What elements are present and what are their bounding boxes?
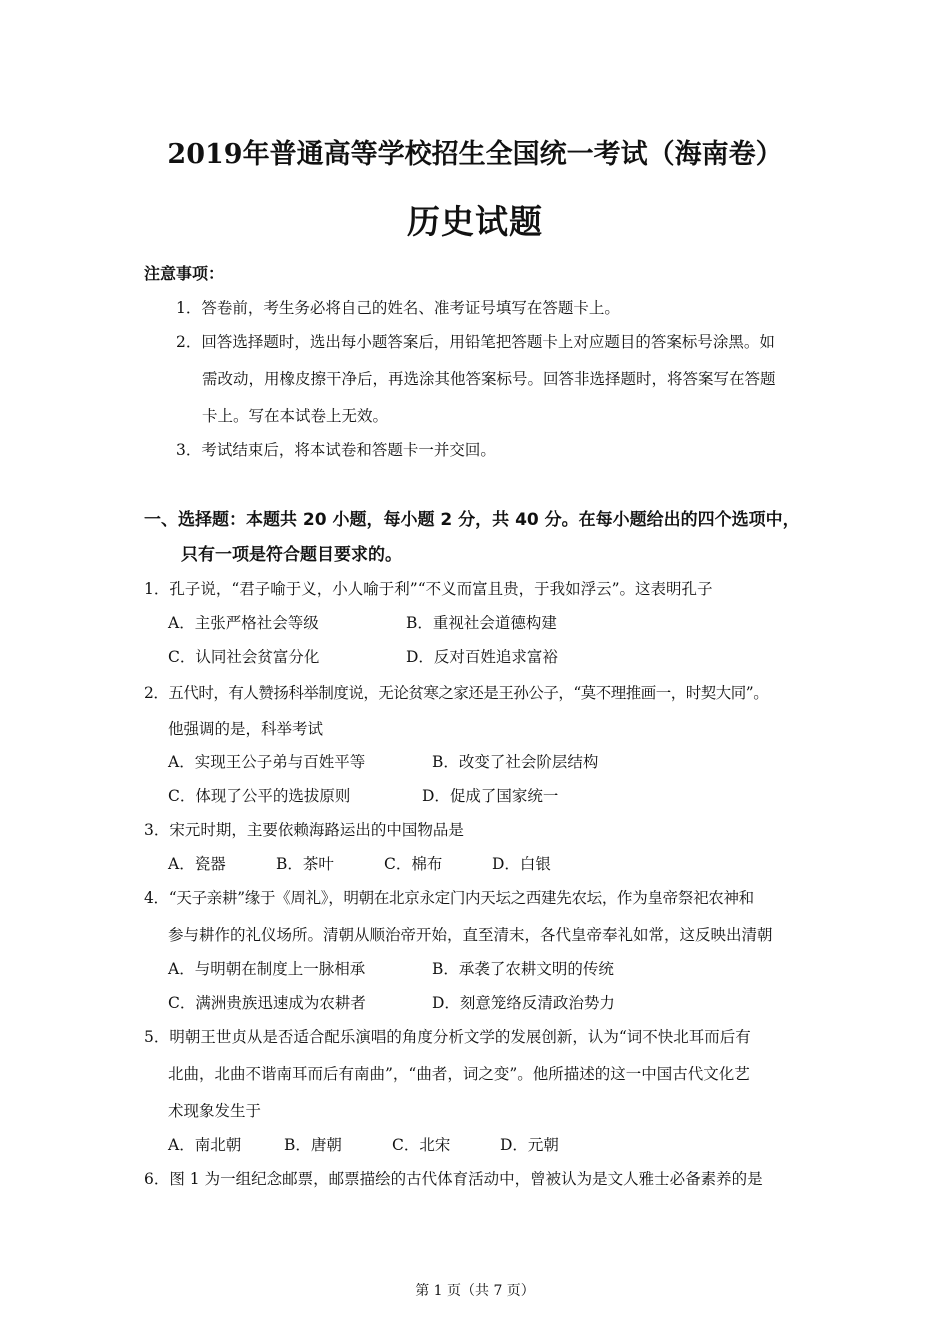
- note-item-2-line-2: 需改动，用橡皮擦干净后，再选涂其他答案标号。回答非选择题时，将答案写在答题: [202, 370, 776, 388]
- note-item-2-line-1: 2．回答选择题时，选出每小题答案后，用铅笔把答题卡上对应题目的答案标号涂黑。如: [176, 333, 775, 351]
- note-item-3: 3．考试结束后，将本试卷和答题卡一并交回。: [176, 441, 496, 459]
- question-3-option-b: B．茶叶: [276, 855, 334, 873]
- question-4-option-c: C．满洲贵族迅速成为农耕者: [168, 994, 366, 1012]
- question-3-option-a: A．瓷器: [168, 855, 226, 873]
- section-heading-line-1: 一、选择题：本题共 20 小题，每小题 2 分，共 40 分。在每小题给出的四个选项中，: [144, 510, 800, 530]
- question-2-option-b: B．改变了社会阶层结构: [432, 753, 599, 771]
- question-6-stem: 6．图 1 为一组纪念邮票，邮票描绘的古代体育活动中，曾被认为是文人雅士必备素养的是: [144, 1170, 763, 1188]
- question-5-stem-line-1: 5．明朝王世贞从是否适合配乐演唱的角度分析文学的发展创新，认为“词不快北耳而后有: [144, 1028, 751, 1046]
- exam-title: 2019年普通高等学校招生全国统一考试（海南卷）: [167, 139, 783, 170]
- question-5-option-a: A．南北朝: [168, 1136, 242, 1154]
- question-5-option-b: B．唐朝: [284, 1136, 342, 1154]
- section-heading-line-2: 只有一项是符合题目要求的。: [181, 545, 402, 565]
- question-5-option-d: D．元朝: [500, 1136, 559, 1154]
- question-4-option-d: D．刻意笼络反清政治势力: [432, 994, 615, 1012]
- note-item-1: 1．答卷前，考生务必将自己的姓名、准考证号填写在答题卡上。: [176, 299, 620, 317]
- question-1-stem: 1．孔子说，“君子喻于义，小人喻于利”“不义而富且贵，于我如浮云”。这表明孔子: [144, 580, 713, 598]
- question-3-option-d: D．白银: [492, 855, 551, 873]
- question-3-option-c: C．棉布: [384, 855, 443, 873]
- notes-heading: 注意事项：: [144, 264, 225, 283]
- question-4-option-a: A．与明朝在制度上一脉相承: [168, 960, 366, 978]
- question-5-option-c: C．北宋: [392, 1136, 451, 1154]
- question-2-option-c: C．体现了公平的选拔原则: [168, 787, 351, 805]
- question-1-option-b: B．重视社会道德构建: [406, 614, 557, 632]
- note-item-2-line-3: 卡上。写在本试卷上无效。: [202, 407, 389, 425]
- question-2-option-a: A．实现王公子弟与百姓平等: [168, 753, 366, 771]
- question-2-stem-line-2: 他强调的是，科举考试: [168, 720, 324, 738]
- page-footer: 第 1 页（共 7 页）: [415, 1283, 535, 1299]
- question-4-stem-line-1: 4．“天子亲耕”缘于《周礼》，明朝在北京永定门内天坛之西建先农坛，作为皇帝祭祀农神和: [144, 889, 754, 907]
- question-5-stem-line-2: 北曲，北曲不谐南耳而后有南曲”，“曲者，词之变”。他所描述的这一中国古代文化艺: [168, 1065, 750, 1083]
- question-2-option-d: D．促成了国家统一: [422, 787, 559, 805]
- question-4-option-b: B．承袭了农耕文明的传统: [432, 960, 614, 978]
- question-1-option-c: C．认同社会贫富分化: [168, 648, 320, 666]
- question-1-option-a: A．主张严格社会等级: [168, 614, 319, 632]
- question-5-stem-line-3: 术现象发生于: [168, 1102, 262, 1120]
- question-2-stem-line-1: 2．五代时，有人赞扬科举制度说，无论贫寒之家还是王孙公子，“莫不理推画一，时契大同”。: [144, 684, 769, 702]
- question-4-stem-line-2: 参与耕作的礼仪场所。清朝从顺治帝开始，直至清末，各代皇帝奉礼如常，这反映出清朝: [168, 926, 773, 944]
- question-1-option-d: D．反对百姓追求富裕: [406, 648, 558, 666]
- subject-title: 历史试题: [407, 202, 543, 241]
- question-3-stem: 3．宋元时期，主要依赖海路运出的中国物品是: [144, 821, 464, 839]
